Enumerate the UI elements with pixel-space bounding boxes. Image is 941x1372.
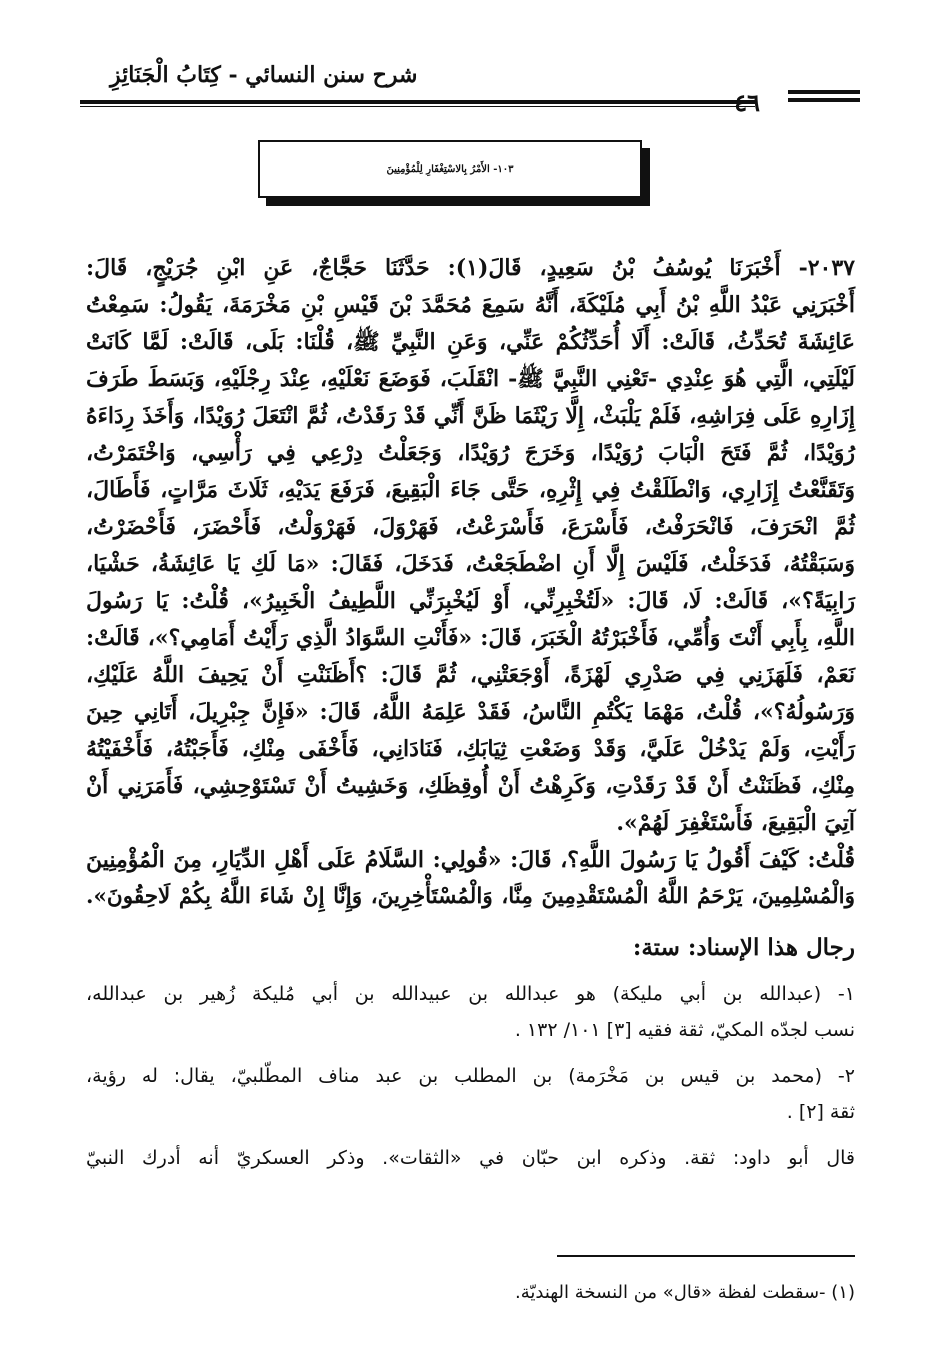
hadith-line: عَائِشَةَ تُحَدِّثُ، قَالَتْ: أَلَا أُحَدِّثُكُمْ عَنِّي، وَعَنِ النَّبِيِّ ﷺ، قُلْنَا: بَلَى، قَالَتْ: لَمَّا كَانَتْ bbox=[86, 329, 855, 355]
hadith-line: رَابِيَةً؟»، قَالَتْ: لَا، قَالَ: «لَتُخْبِرِنِّي، أَوْ لَيُخْبِرَنِّي اللَّطِيفُ الْخَبِيرُ»، قُلْتُ: يَا رَسُولَ bbox=[86, 588, 855, 614]
narrator-line: قال أبو داود: ثقة. وذكره ابن حبّان في «الثقات». وذكر العسكريّ أنه أدرك النبيّ bbox=[86, 1147, 855, 1169]
hadith-line: قُلْتُ: كَيْفَ أَقُولُ يَا رَسُولَ اللَّهِ؟، قَالَ: «قُولِي: السَّلَامُ عَلَى أَهْلِ الدِّيَارِ، مِنَ الْمُؤْمِنِينَ bbox=[86, 847, 855, 873]
hadith-line: لَيْلَتِي، الَّتِي هُوَ عِنْدِي -تَعْنِي النَّبِيَّ ﷺ- انْقَلَبَ، فَوَضَعَ نَعْلَيْهِ، عِنْدَ رِجْلَيْهِ، وَبَسَطَ طَرَفَ bbox=[86, 366, 856, 392]
footnote-separator bbox=[557, 1255, 855, 1257]
hadith-line: وَالْمُسْلِمِينَ، يَرْحَمُ اللَّهُ الْمُسْتَقْدِمِينَ مِنَّا، وَالْمُسْتَأْخِرِينَ، وَإِنَّا إِنْ شَاءَ اللَّهُ بِكُمْ لَاحِقُونَ». bbox=[86, 884, 855, 909]
narrator-line: ثقة [٢] . bbox=[786, 1101, 855, 1123]
narrator-line: ١- (عبدالله بن أبي مليكة) هو عبدالله بن عبيدالله بن أبي مُليكة زُهير بن عبدالله، bbox=[86, 983, 855, 1005]
running-title: شرح سنن النسائي - كِتَابُ الْجَنَائِزِ bbox=[110, 62, 418, 88]
chapter-heading: ١٠٣- الأَمْرُ بِالاسْتِغْفَارِ لِلْمُؤْمِنِينَ bbox=[258, 140, 642, 198]
hadith-line: ثُمَّ انْحَرَفَ، فَانْحَرَفْتُ، فَأَسْرَعَ، فَأَسْرَعْتُ، فَهَرْوَلَ، فَهَرْوَلْتُ، فَأَحْضَرَ، فَأَحْضَرْتُ، bbox=[86, 514, 855, 540]
hadith-line: وَسَبَقْتُهُ، فَدَخَلْتُ، فَلَيْسَ إِلَّا أَنِ اضْطَجَعْتُ، فَدَخَلَ، فَقَالَ: «مَا لَكِ يَا عَائِشَةُ، حَشْيَا، bbox=[86, 551, 855, 577]
hadith-line: وَتَقَنَّعْتُ إِزَارِي، وَانْطَلَقْتُ فِي إِثْرِهِ، حَتَّى جَاءَ الْبَقِيعَ، فَرَفَعَ يَدَيْهِ، ثَلَاثَ مَرَّاتٍ، فَأَطَالَ، bbox=[86, 477, 855, 503]
chapter-heading-box bbox=[258, 140, 656, 210]
hadith-line: آتِيَ الْبَقِيعَ، فَأَسْتَغْفِرَ لَهُمْ». bbox=[616, 810, 855, 836]
hadith-line: رَأَيْتِ، وَلَمْ يَدْخُلْ عَلَيَّ، وَقَدْ وَضَعْتِ ثِيَابَكِ، فَنَادَانِي، فَأَخْفَى مِنْكِ، فَأَجَبْتُهُ، فَأَخْفَيْتُهُ bbox=[86, 736, 855, 762]
narrators-heading: رجال هذا الإسناد: ستة: bbox=[632, 934, 855, 961]
hadith-line: إِزَارِهِ عَلَى فِرَاشِهِ، فَلَمْ يَلْبَثْ، إِلَّا رَيْثَمَا ظَنَّ أَنِّي قَدْ رَقَدْتُ، ثُمَّ انْتَعَلَ رُوَيْدًا، وَأَخَذَ رِدَاءَهُ bbox=[86, 403, 855, 429]
narrator-line: ٢- (محمد بن قيس بن مَخْرَمة) بن المطلب بن عبد مناف المطّلبيّ، يقال: له رؤية، bbox=[86, 1065, 855, 1087]
running-header bbox=[80, 48, 860, 117]
hadith-line: أَخْبَرَنِي عَبْدُ اللَّهِ بْنُ أَبِي مُلَيْكَةَ، أَنَّهُ سَمِعَ مُحَمَّدَ بْنَ قَيْسِ بْنِ مَخْرَمَةَ، يَقُولُ: سَمِعْتُ bbox=[86, 292, 855, 318]
narrator-line: نسب لجدّه المكيّ، ثقة فقيه [٣] ١٠١/ ١٣٢ . bbox=[514, 1019, 855, 1041]
hadith-line: اللَّهِ، بِأَبِي أَنْتَ وَأُمِّي، فَأَخْبَرْتُهُ الْخَبَرَ، قَالَ: «فَأَنْتِ السَّوَادُ الَّذِي رَأَيْتُ أَمَامِي؟»، قَالَتْ: bbox=[86, 625, 855, 651]
page-number-ornament bbox=[788, 90, 860, 106]
header-rule-thin bbox=[80, 106, 755, 107]
hadith-line: وَرَسُولُهُ؟»، قُلْتُ، مَهْمَا يَكْتُمِ النَّاسُ، فَقَدْ عَلِمَهُ اللَّهُ، قَالَ: «فَإِنَّ جِبْرِيلَ، أَتَانِي حِينَ bbox=[86, 699, 855, 725]
hadith-line: نَعَمْ، فَلَهَزَنِي فِي صَدْرِي لَهْزَةً، أَوْجَعَتْنِي، ثُمَّ قَالَ: ؟أَظَنَنْتِ أَنْ يَحِيفَ اللَّهُ عَلَيْكِ، bbox=[86, 662, 855, 688]
hadith-line: مِنْكِ، فَظَنَنْتُ أَنْ قَدْ رَقَدْتِ، وَكَرِهْتُ أَنْ أُوقِظَكِ، وَخَشِيتُ أَنْ تَسْتَوْحِشِي، فَأَمَرَنِي أَنْ bbox=[86, 773, 855, 799]
header-rule-thick bbox=[80, 100, 755, 104]
hadith-line: رُوَيْدًا، ثُمَّ فَتَحَ الْبَابَ رُوَيْدًا، وَخَرَجَ رُوَيْدًا، وَجَعَلْتُ دِرْعِي فِي رَأْسِي، وَاخْتَمَرْتُ، bbox=[86, 440, 855, 466]
hadith-line: ٢٠٣٧- أَخْبَرَنَا يُوسُفُ بْنُ سَعِيدٍ، قَالَ(١): حَدَّثَنَا حَجَّاجٌ، عَنِ ابْنِ جُرَيْجٍ، قَالَ: bbox=[86, 255, 855, 281]
page-number: ٤٦ bbox=[734, 88, 760, 117]
footnote: (١) -سقطت لفظة «قال» من النسخة الهنديّة. bbox=[514, 1282, 855, 1303]
